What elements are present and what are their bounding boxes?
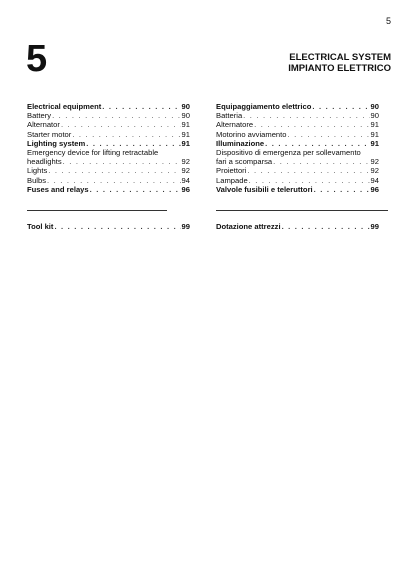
toc-row: [27, 176, 190, 185]
toc-entry: [27, 130, 190, 139]
leader-dots: [282, 222, 370, 231]
toc-entry-title: Lights: [27, 166, 48, 176]
toc-entry-page: 94: [181, 175, 190, 185]
toc-entry-title: Equipaggiamento elettrico: [216, 102, 312, 111]
toc-row: [216, 185, 379, 194]
toc-entry-title: Batteria: [216, 111, 243, 121]
toc-entry-page: 91: [181, 129, 190, 139]
chapter-titles: [288, 52, 391, 74]
toc-entry: [27, 148, 190, 166]
toc-entry: [27, 166, 190, 175]
toc-entry: [27, 139, 190, 148]
toc-entry-title: Tool kit: [27, 222, 54, 231]
leader-dots: [52, 111, 180, 120]
leader-dots: [314, 185, 370, 194]
toc-entry-title: Alternator: [27, 120, 60, 130]
leader-dots: [254, 120, 369, 129]
toc-row: [216, 176, 379, 185]
toc-entry-page: 94: [370, 175, 379, 185]
leader-dots: [86, 139, 180, 148]
toc-entry-page: 91: [370, 129, 379, 139]
toc-entry-title: Proiettori: [216, 166, 247, 176]
toc-entry: [27, 176, 190, 185]
toc-entry-page: 92: [370, 157, 379, 167]
toc-row: [216, 139, 379, 148]
toc-entry-title-line1: Emergency device for lifting retractable: [27, 148, 159, 158]
leader-dots: [312, 102, 369, 111]
toc-row: [27, 139, 190, 148]
title-italian: IMPIANTO ELETTRICO: [288, 63, 391, 74]
toc-entry-title: Illuminazione: [216, 138, 265, 148]
toc-entry: [216, 176, 379, 185]
toc-entry: [216, 120, 379, 129]
toc-entry-title: Valvole fusibili e teleruttori: [216, 184, 313, 194]
toc-row: [27, 157, 190, 166]
leader-dots: [48, 166, 180, 175]
title-english: ELECTRICAL SYSTEM: [289, 52, 391, 63]
toc-row: [27, 102, 190, 111]
leader-dots: [90, 185, 181, 194]
leader-dots: [54, 222, 180, 231]
toc-entry-title: Motorino avviamento: [216, 129, 287, 139]
toc-italian: [216, 102, 379, 194]
toc-entry-page: 91: [370, 120, 379, 130]
toolkit-italian: [216, 222, 379, 231]
toc-row: [27, 166, 190, 175]
toc-row: [216, 166, 379, 175]
toc-entry-title: Fuses and relays: [27, 184, 89, 194]
toc-entry-title: Bulbs: [27, 175, 46, 185]
toc-entry-page: 92: [181, 166, 190, 176]
toc-row: [216, 130, 379, 139]
toc-entry-title: Electrical equipment: [27, 102, 102, 111]
leader-dots: [265, 139, 369, 148]
divider-right: [216, 210, 388, 211]
toc-entry: [216, 185, 379, 194]
leader-dots: [72, 130, 180, 139]
leader-dots: [102, 102, 180, 111]
toc-row: [216, 157, 379, 166]
toc-row: [216, 102, 379, 111]
toc-entry-title: Battery: [27, 111, 52, 121]
toc-entry: [27, 111, 190, 120]
divider-left: [27, 210, 167, 211]
toc-entry-title: Alternatore: [216, 120, 254, 130]
leader-dots: [47, 176, 181, 185]
leader-dots: [61, 120, 181, 129]
toc-entry-title: fari a scomparsa: [216, 157, 273, 167]
toc-row: [27, 120, 190, 129]
toc-entry-title-line1: Dispositivo di emergenza per sollevamento: [216, 148, 361, 158]
toc-row: [27, 185, 190, 194]
leader-dots: [247, 166, 369, 175]
toc-entry-page: 96: [370, 184, 379, 194]
toc-entry-title: Starter motor: [27, 129, 72, 139]
leader-dots: [243, 111, 369, 120]
toc-entry-title: headlights: [27, 157, 62, 167]
chapter-number: 5: [26, 38, 48, 80]
leader-dots: [273, 157, 369, 166]
toc-entry-page: 90: [370, 102, 379, 111]
toc-english: [27, 102, 190, 194]
toc-entry: [27, 185, 190, 194]
toc-row: [27, 130, 190, 139]
toc-entry-page: 96: [181, 184, 190, 194]
toc-entry: [216, 148, 379, 166]
toc-row: [216, 222, 379, 231]
toc-row: [27, 111, 190, 120]
toc-entry-page: 90: [181, 102, 190, 111]
toc-entry: [216, 130, 379, 139]
toc-entry: [216, 139, 379, 148]
toc-entry: [27, 102, 190, 111]
toc-entry-page: 91: [370, 138, 379, 148]
toc-entry: [216, 102, 379, 111]
toc-row: [216, 111, 379, 120]
toc-entry-title: Lampade: [216, 175, 248, 185]
toc-entry-page: 90: [181, 111, 190, 121]
page-number: 5: [385, 16, 391, 26]
toolkit-english: [27, 222, 190, 231]
toc-entry-title: Lighting system: [27, 138, 86, 148]
toc-entry: [27, 120, 190, 129]
leader-dots: [63, 157, 181, 166]
toc-row: [27, 222, 190, 231]
toc-entry-title: Dotazione attrezzi: [216, 222, 281, 231]
toc-entry-page: 92: [181, 157, 190, 167]
leader-dots: [288, 130, 370, 139]
leader-dots: [249, 176, 370, 185]
toc-entry-page: 99: [181, 222, 190, 231]
toc-entry-page: 99: [370, 222, 379, 231]
toc-entry: [216, 166, 379, 175]
toc-entry-page: 90: [370, 111, 379, 121]
toc-entry-page: 91: [181, 138, 190, 148]
toc-row: [216, 120, 379, 129]
toc-entry: [216, 111, 379, 120]
toc-entry-page: 92: [370, 166, 379, 176]
toc-entry-page: 91: [181, 120, 190, 130]
